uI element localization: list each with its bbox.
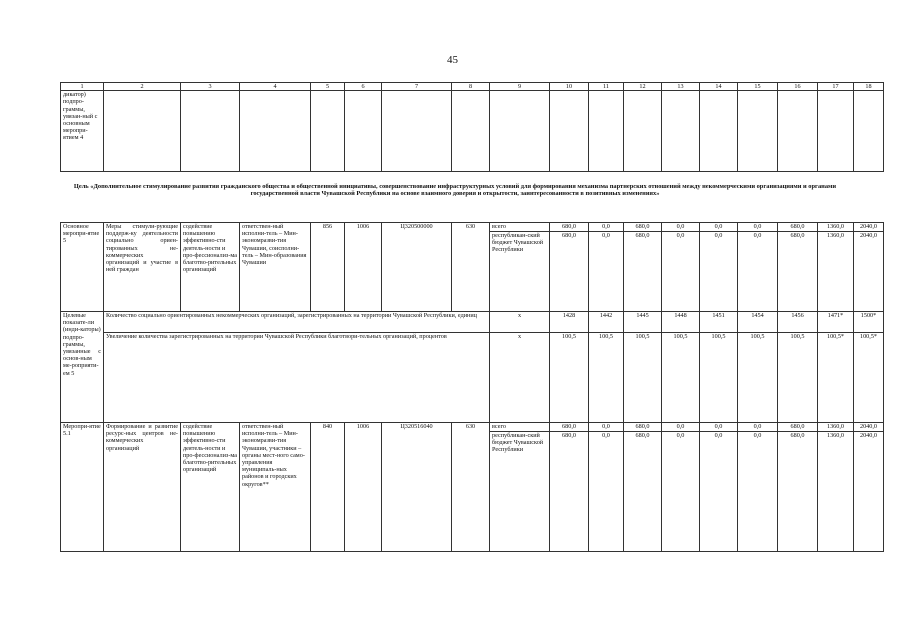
code-cell: 1006: [345, 423, 382, 552]
code-cell: 856: [311, 223, 345, 312]
header-cell: 5: [311, 83, 345, 91]
value-cell: 680,0: [624, 223, 662, 232]
value-cell: 2040,0: [854, 423, 884, 432]
value-cell: 1360,0: [818, 232, 854, 312]
top-continuation-row: [61, 91, 884, 172]
code-cell: 630: [452, 423, 490, 552]
value-cell: 0,0: [738, 232, 778, 312]
target-value-cell: 1454: [738, 312, 778, 333]
header-cell: 6: [345, 83, 382, 91]
page-number: 45: [447, 54, 458, 66]
target-x-cell: х: [490, 333, 550, 423]
header-cell: 1: [61, 83, 104, 91]
header-row: [61, 83, 884, 91]
target-value-cell: 100,5*: [854, 333, 884, 423]
value-cell: 680,0: [778, 223, 818, 232]
code-cell: 840: [311, 423, 345, 552]
header-cell: 7: [382, 83, 452, 91]
value-cell: 0,0: [662, 223, 700, 232]
target-value-cell: 1448: [662, 312, 700, 333]
event-title-cell: Основное меропри-ятие 5: [61, 223, 104, 312]
target-value-cell: 100,5: [700, 333, 738, 423]
event-executor-cell: ответствен-ный исполни-тель – Мин-экономразви-тия Чувашии, соисполни-тель – Мин-образования Чувашии: [240, 223, 311, 312]
target-value-cell: 100,5: [550, 333, 589, 423]
value-cell: 1360,0: [818, 432, 854, 552]
value-cell: 0,0: [738, 223, 778, 232]
value-cell: 0,0: [700, 223, 738, 232]
source-cell: республикан-ский бюджет Чувашской Республики: [490, 232, 550, 312]
header-cell: 4: [240, 83, 311, 91]
target-value-cell: 100,5: [738, 333, 778, 423]
value-cell: 2040,0: [854, 432, 884, 552]
event-executor-cell: ответствен-ный исполни-тель – Мин-экономразви-тия Чувашии, участники – органы мест-ного само-управления муниципаль-ных районов и городских округов**: [240, 423, 311, 552]
table-row: [61, 423, 884, 432]
value-cell: 0,0: [700, 432, 738, 552]
target-value-cell: 100,5: [589, 333, 624, 423]
code-cell: 630: [452, 223, 490, 312]
header-cell: 15: [738, 83, 778, 91]
target-x-cell: х: [490, 312, 550, 333]
target-value-cell: 1451: [700, 312, 738, 333]
event-title-cell: Меропри-ятие 5.1: [61, 423, 104, 552]
header-cell: 14: [700, 83, 738, 91]
table-main: [60, 222, 884, 552]
target-text-cell: Увеличение количества зарегистрированных на территории Чувашской Республики благотвори-тельных организаций, процентов: [104, 333, 490, 423]
goal-heading: Цель «Дополнительное стимулирование развития гражданского общества и общественной инициативы, совершенствование инфраструктурных условий для формирования механизма партнерских отношений между некоммерческими организациями и органами государственной власти Чувашской Республики на основе взаимного доверия и открытости, заинтересованности в позитивных изменениях»: [73, 183, 837, 198]
header-cell: 12: [624, 83, 662, 91]
value-cell: 680,0: [624, 232, 662, 312]
target-value-cell: 1500*: [854, 312, 884, 333]
value-cell: 0,0: [738, 432, 778, 552]
value-cell: 680,0: [778, 432, 818, 552]
header-cell: 2: [104, 83, 181, 91]
table-row: [61, 223, 884, 232]
target-value-cell: 100,5: [662, 333, 700, 423]
code-cell: 1006: [345, 223, 382, 312]
value-cell: 0,0: [700, 232, 738, 312]
value-cell: 2040,0: [854, 223, 884, 232]
header-cell: 13: [662, 83, 700, 91]
value-cell: 0,0: [589, 223, 624, 232]
value-cell: 680,0: [778, 232, 818, 312]
value-cell: 0,0: [589, 232, 624, 312]
table-top: [60, 82, 884, 172]
code-cell: Ц320516040: [382, 423, 452, 552]
value-cell: 680,0: [778, 423, 818, 432]
event-description-cell: Формирование и развитие ресурс-ных центров не-коммерческих организаций: [104, 423, 181, 552]
value-cell: 0,0: [662, 232, 700, 312]
header-cell: 18: [854, 83, 884, 91]
header-cell: 8: [452, 83, 490, 91]
target-value-cell: 1428: [550, 312, 589, 333]
value-cell: 680,0: [624, 423, 662, 432]
header-cell: 16: [778, 83, 818, 91]
code-cell: Ц320500000: [382, 223, 452, 312]
value-cell: 680,0: [550, 232, 589, 312]
value-cell: 680,0: [624, 432, 662, 552]
header-cell: 10: [550, 83, 589, 91]
value-cell: 1360,0: [818, 423, 854, 432]
source-cell: всего: [490, 223, 550, 232]
table-row: [61, 312, 884, 333]
value-cell: 0,0: [700, 423, 738, 432]
value-cell: 0,0: [738, 423, 778, 432]
value-cell: 0,0: [662, 423, 700, 432]
target-value-cell: 100,5: [778, 333, 818, 423]
target-value-cell: 1445: [624, 312, 662, 333]
value-cell: 2040,0: [854, 232, 884, 312]
value-cell: 0,0: [662, 432, 700, 552]
target-value-cell: 1471*: [818, 312, 854, 333]
header-cell: 17: [818, 83, 854, 91]
value-cell: 680,0: [550, 423, 589, 432]
indicator-label-cell: дикатор) подпро-граммы, увязан-ный с основным меропри-ятием 4: [61, 91, 104, 172]
source-cell: республикан-ский бюджет Чувашской Республики: [490, 432, 550, 552]
header-cell: 11: [589, 83, 624, 91]
target-value-cell: 1456: [778, 312, 818, 333]
targets-title-cell: Целевые показате-ли (инди-каторы) подпро-граммы, увязанные с основ-ным ме-роприяти-ем 5: [61, 312, 104, 423]
target-value-cell: 100,5*: [818, 333, 854, 423]
event-description-cell: Меры стимули-рующие поддерж-ку деятельности социально ориен-тированных не-коммерческих организаций и участие в ней граждан: [104, 223, 181, 312]
target-value-cell: 100,5: [624, 333, 662, 423]
value-cell: 0,0: [589, 423, 624, 432]
value-cell: 680,0: [550, 223, 589, 232]
header-cell: 3: [181, 83, 240, 91]
value-cell: 0,0: [589, 432, 624, 552]
target-text-cell: Количество социально ориентированных некоммерческих организаций, зарегистрированных на территории Чувашской Республики, единиц: [104, 312, 490, 333]
target-value-cell: 1442: [589, 312, 624, 333]
value-cell: 680,0: [550, 432, 589, 552]
value-cell: 1360,0: [818, 223, 854, 232]
event-goal-cell: содействие повышению эффективно-сти деятель-ности и про-фессионализ-ма благотво-рительных организаций: [181, 223, 240, 312]
header-cell: 9: [490, 83, 550, 91]
event-goal-cell: содействие повышению эффективно-сти деятель-ности и про-фессионализ-ма благотво-рительных организаций: [181, 423, 240, 552]
source-cell: всего: [490, 423, 550, 432]
table-row: [61, 333, 884, 423]
